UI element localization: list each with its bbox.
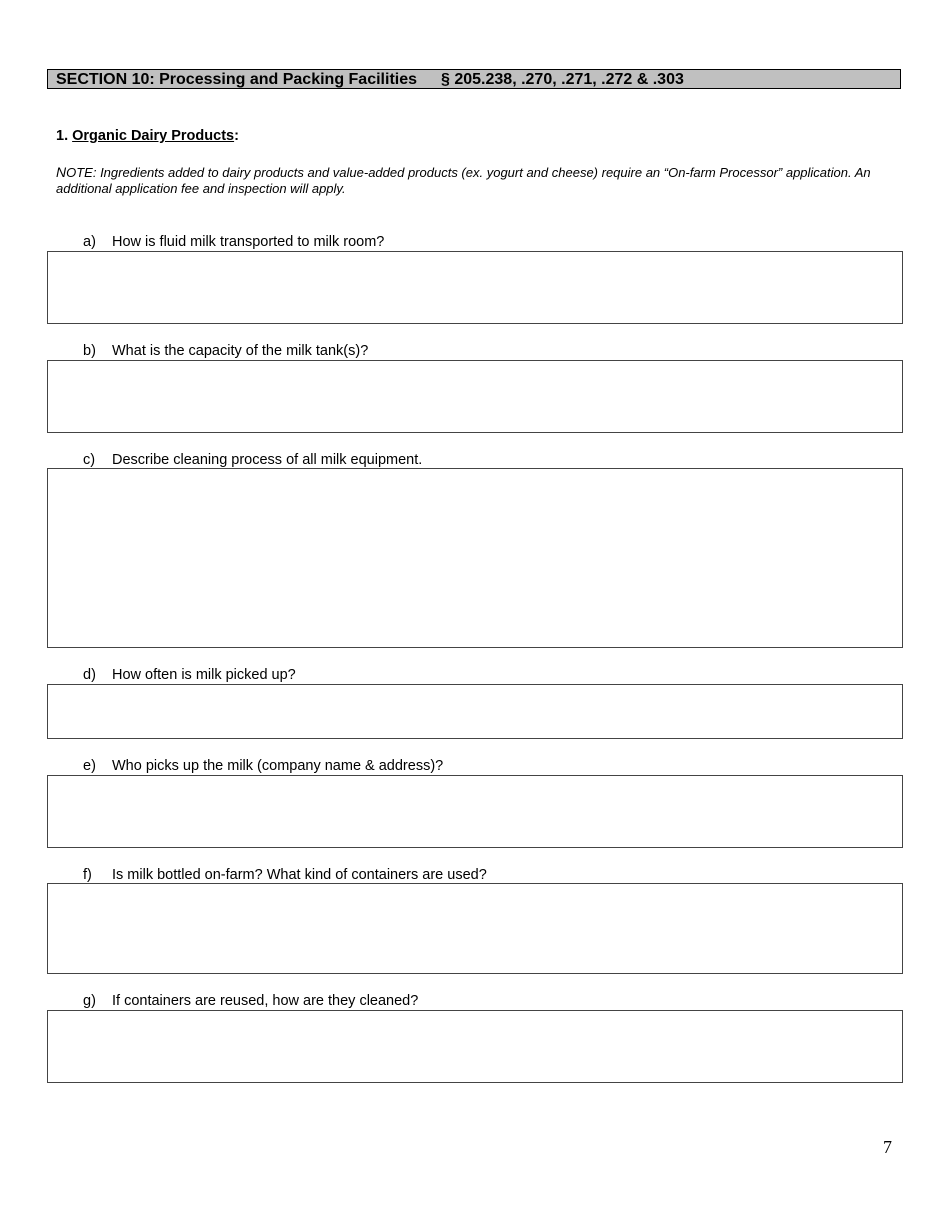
answer-box-a[interactable]	[47, 251, 903, 324]
question-a	[47, 233, 903, 251]
question-f-text: Is milk bottled on-farm? What kind of containers are used?	[112, 867, 487, 883]
question-e-text: Who picks up the milk (company name & address)?	[112, 758, 444, 774]
subsection-colon: :	[234, 128, 239, 144]
subsection-title: Organic Dairy Products	[72, 128, 235, 144]
note-first-letter: N	[56, 164, 67, 180]
question-b	[47, 342, 903, 360]
question-a-letter: a)	[83, 234, 96, 250]
subsection-heading	[56, 127, 239, 145]
section-header	[47, 69, 901, 89]
question-a-text: How is fluid milk transported to milk room?	[112, 234, 385, 250]
question-d	[47, 666, 903, 684]
note-text: OTE: Ingredients added to dairy products and value-added products (ex. yogurt and cheese) require an “On-farm Processor” application. An additional application fee and inspection will apply.	[56, 165, 871, 196]
question-c	[47, 451, 903, 469]
answer-box-f[interactable]	[47, 883, 903, 974]
answer-box-g[interactable]	[47, 1010, 903, 1083]
question-b-text: What is the capacity of the milk tank(s)?	[112, 343, 369, 359]
subsection-number: 1.	[56, 128, 69, 144]
section-title: SECTION 10: Processing and Packing Facilities	[56, 71, 418, 88]
question-g-letter: g)	[83, 993, 96, 1009]
question-f-letter: f)	[83, 867, 92, 883]
question-d-letter: d)	[83, 667, 96, 683]
question-b-letter: b)	[83, 343, 96, 359]
question-f	[47, 866, 903, 884]
note-paragraph	[56, 164, 876, 197]
question-g-text: If containers are reused, how are they cleaned?	[112, 993, 419, 1009]
question-d-text: How often is milk picked up?	[112, 667, 296, 683]
question-c-letter: c)	[83, 452, 96, 468]
question-c-text: Describe cleaning process of all milk equipment.	[112, 452, 423, 468]
page-number: 7	[883, 1137, 892, 1157]
answer-box-e[interactable]	[47, 775, 903, 848]
answer-box-d[interactable]	[47, 684, 903, 739]
question-e	[47, 757, 903, 775]
question-e-letter: e)	[83, 758, 96, 774]
question-g	[47, 992, 903, 1010]
answer-box-c[interactable]	[47, 468, 903, 648]
answer-box-b[interactable]	[47, 360, 903, 433]
section-reference: § 205.238, .270, .271, .272 & .303	[441, 71, 684, 88]
